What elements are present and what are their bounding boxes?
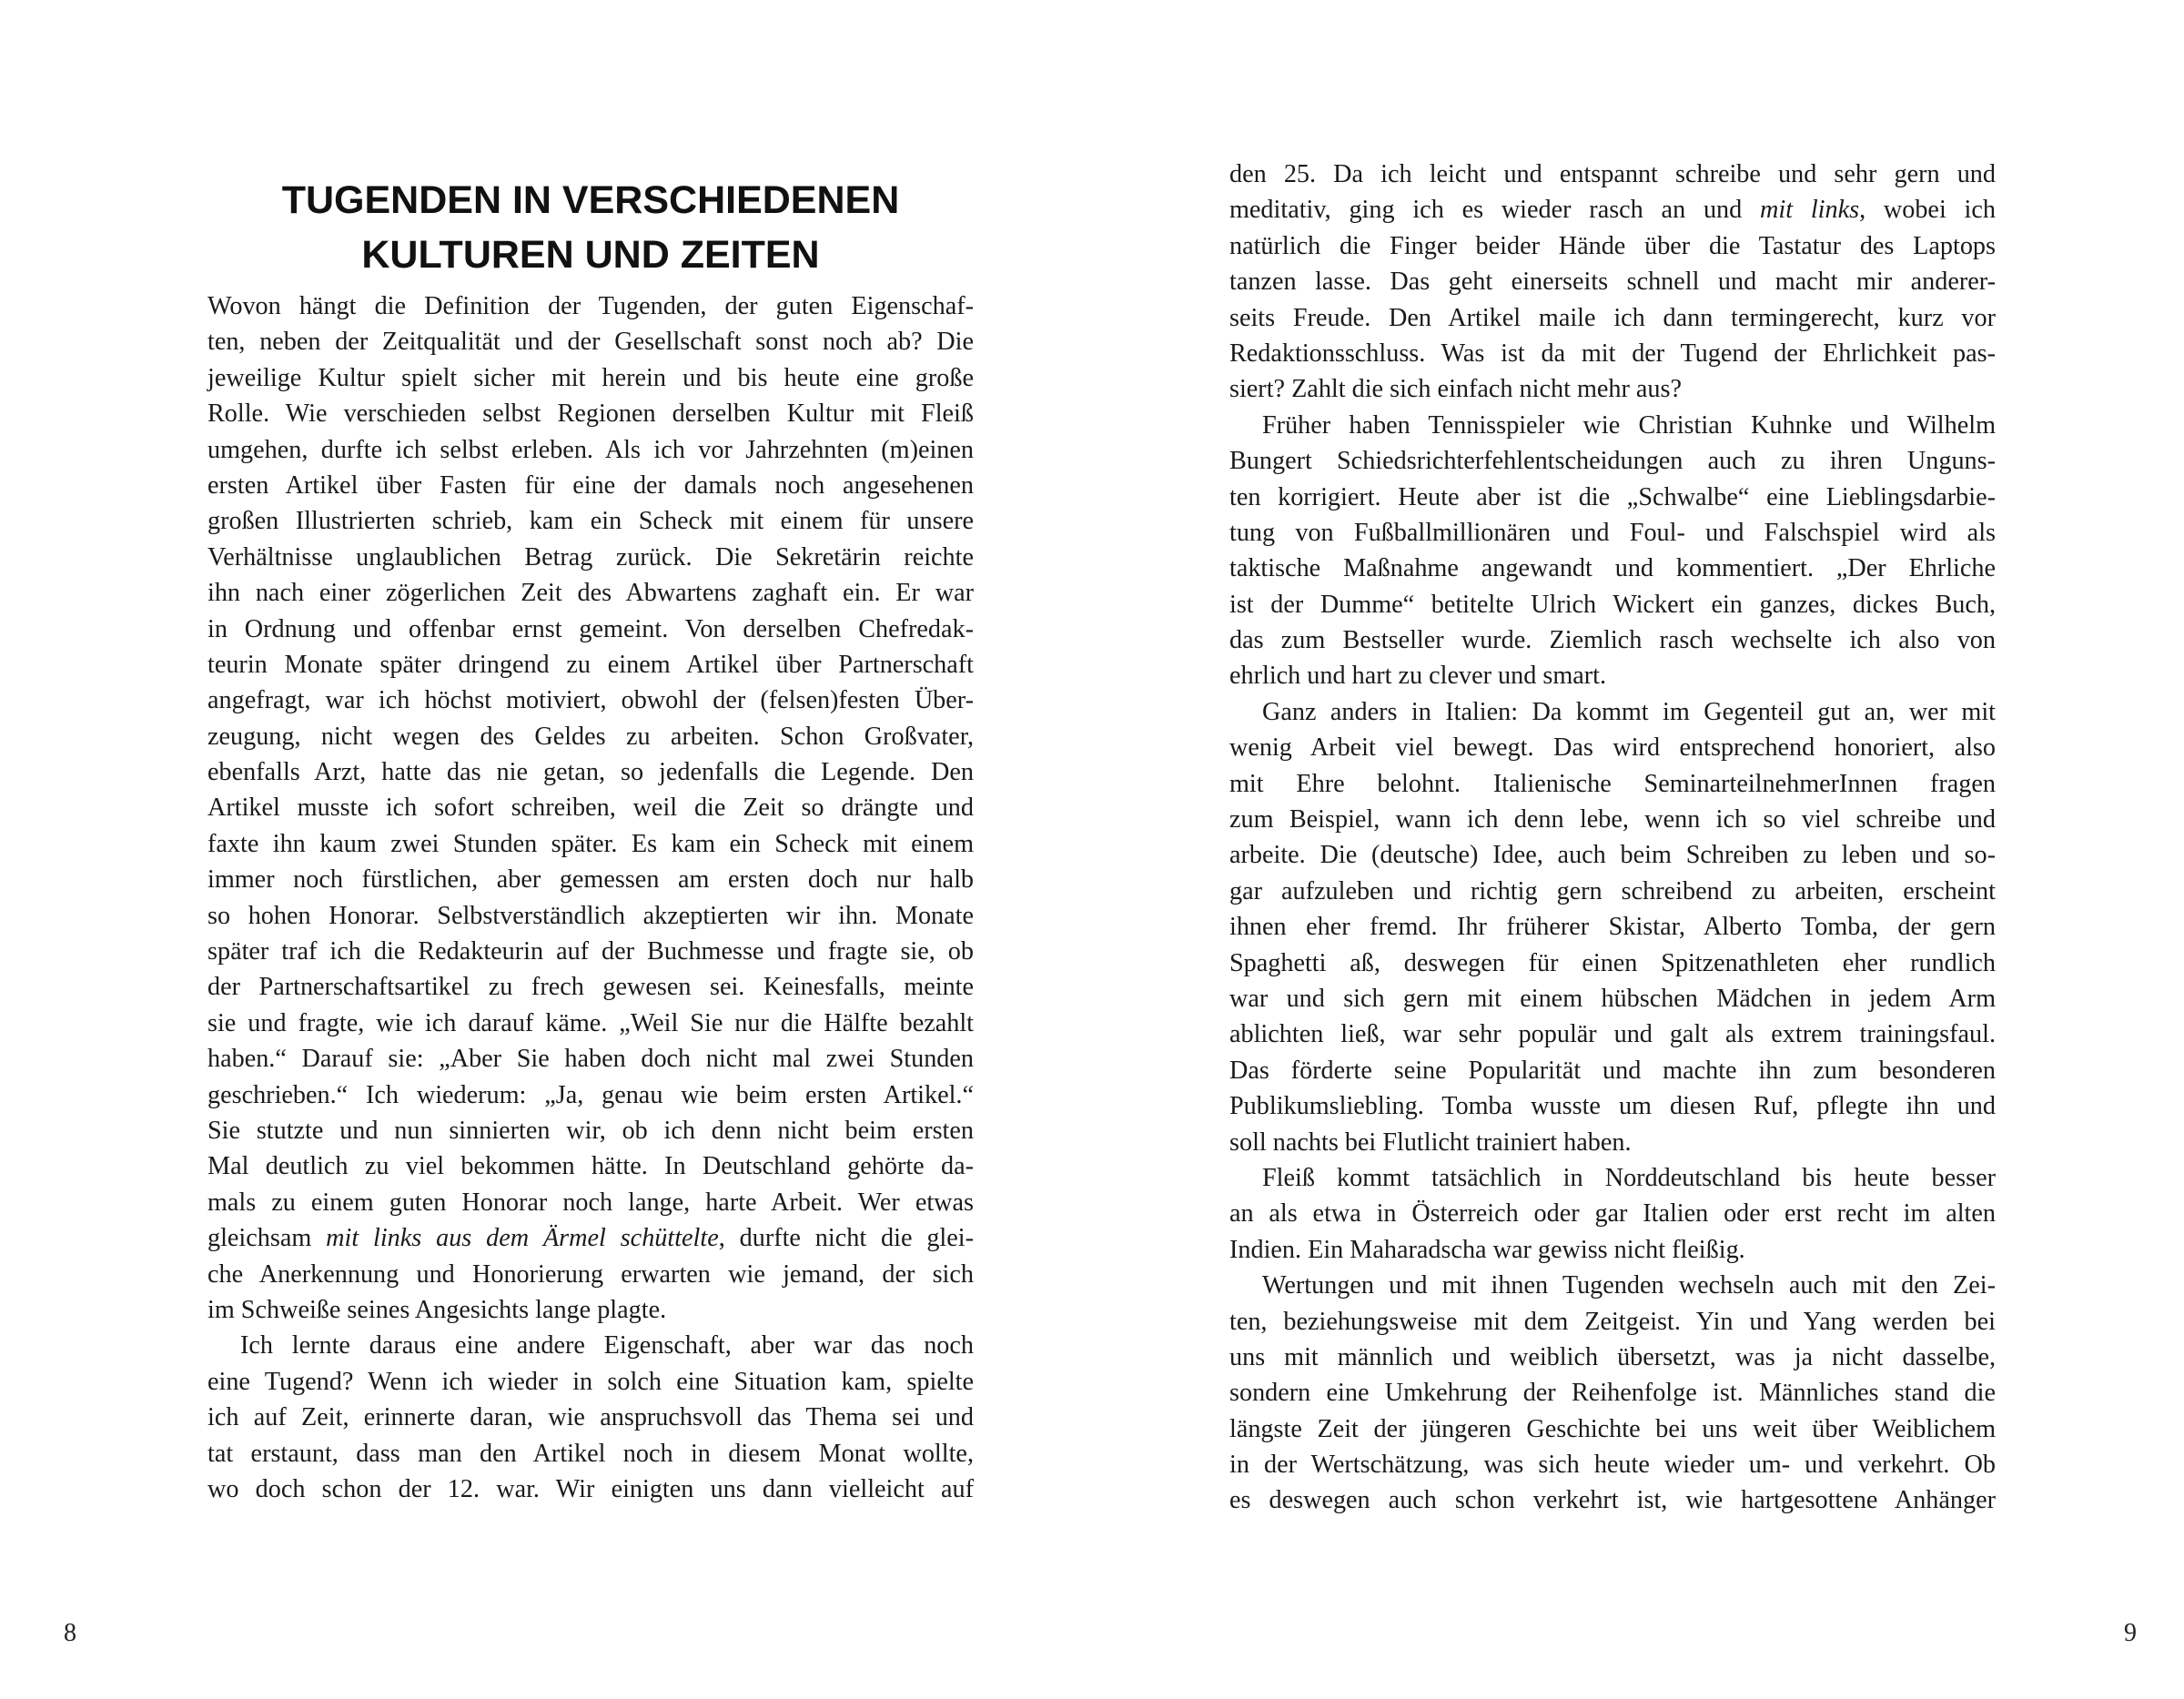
body-text-left [207,288,974,1507]
text-line: in Ordnung und offenbar ernst gemeint. Von derselben Chefredak- [207,614,974,643]
text-line: che Anerkennung und Honorierung erwarten wie jemand, der sich [207,1259,974,1289]
heading-line: TUGENDEN IN VERSCHIEDENEN [281,178,900,222]
text-line: Artikel musste ich sofort schreiben, weil die Zeit so drängte und [207,794,974,823]
text-line: den 25. Da ich leicht und entspannt schreibe und sehr gern und [1229,160,1996,188]
text-line: seits Freude. Den Artikel maile ich dann termingerecht, kurz vor [1229,303,1996,332]
text-line: sondern eine Umkehrung der Reihenfolge ist. Männliches stand die [1229,1379,1996,1408]
text-line: tung von Fußballmillionären und Foul- und Falschspiel wird als [1229,518,1996,547]
text-line: ersten Artikel über Fasten für eine der damals noch angesehenen [207,470,974,500]
text-run: gleichsam [207,1224,327,1253]
text-line: ebenfalls Arzt, hatte das nie getan, so jedenfalls die Legende. Den [207,758,974,787]
text-line: Rolle. Wie verschieden selbst Regionen derselben Kultur mit Fleiß [207,399,974,429]
text-line: Bungert Schiedsrichterfehlentscheidungen auch zu ihren Unguns- [1229,447,1996,476]
text-line: war und sich gern mit einem hübschen Mädchen in jedem Arm [1229,984,1996,1013]
text-line: es deswegen auch schon verkehrt ist, wie hartgesottene Anhänger [1229,1486,1996,1515]
text-line: wo doch schon der 12. war. Wir einigten uns dann vielleicht auf [207,1474,974,1503]
right-page [1092,0,2184,1699]
body-text-right [1229,157,1996,1519]
text-run: , durfte nicht die glei- [718,1224,974,1253]
text-line: ist der Dumme“ betitelte Ulrich Wickert ein ganzes, dickes Buch, [1229,590,1996,619]
text-line: angefragt, war ich höchst motiviert, obwohl der (felsen)festen Über- [207,686,974,715]
text-line: Publikumsliebling. Tomba wusste um diesen Ruf, pflegte ihn und [1229,1092,1996,1121]
text-line: geschrieben.“ Ich wiederum: „Ja, genau wie beim ersten Artikel.“ [207,1080,974,1109]
text-line [1229,192,1996,228]
text-line: uns mit männlich und weiblich übersetzt, was ja nicht dasselbe, [1229,1342,1996,1371]
heading-line: KULTUREN UND ZEITEN [361,233,820,277]
text-line: faxte ihn kaum zwei Stunden später. Es kam ein Scheck mit einem [207,829,974,858]
text-line: ihn nach einer zögerlichen Zeit des Abwartens zaghaft ein. Er war [207,579,974,608]
text-line: ten, beziehungsweise mit dem Zeitgeist. Yin und Yang werden bei [1229,1307,1996,1336]
text-line: so hohen Honorar. Selbstverständlich akzeptierten wir ihn. Monate [207,901,974,930]
text-line: in der Wertschätzung, was sich heute wieder um- und verkehrt. Ob [1229,1451,1996,1480]
text-line: tat erstaunt, dass man den Artikel noch in diesem Monat wollte, [207,1439,974,1468]
text-line: siert? Zahlt die sich einfach nicht mehr aus? [1229,375,1682,404]
text-line: Wertungen und mit ihnen Tugenden wechseln auch mit den Zei- [1262,1271,1996,1300]
text-line: gar aufzuleben und richtig gern schreibend zu arbeiten, erscheint [1229,876,1996,905]
text-run: meditativ, ging ich es wieder rasch an und [1229,196,1761,225]
page-number-left: 8 [64,1619,76,1647]
text-line: das zum Bestseller wurde. Ziemlich rasch wechselte ich also von [1229,626,1996,655]
text-line: mals zu einem guten Honorar noch lange, harte Arbeit. Wer etwas [207,1188,974,1217]
text-line: ihnen eher fremd. Ihr früherer Skistar, Alberto Tomba, der gern [1229,913,1996,942]
text-line: teurin Monate später dringend zu einem Artikel über Partnerschaft [207,650,974,679]
text-line: ten, neben der Zeitqualität und der Gesellschaft sonst noch ab? Die [207,328,974,357]
text-line: arbeite. Die (deutsche) Idee, auch beim Schreiben zu leben und so- [1229,841,1996,870]
text-line: jeweilige Kultur spielt sicher mit herein und bis heute eine große [207,363,974,392]
text-line: Früher haben Tennisspieler wie Christian Kuhnke und Wilhelm [1262,410,1996,440]
text-line: soll nachts bei Flutlicht trainiert haben. [1229,1128,1632,1157]
text-line: Ich lernte daraus eine andere Eigenschaft, aber war das noch [240,1331,974,1360]
text-run: , wobei ich [1859,196,1996,225]
text-line: ten korrigiert. Heute aber ist die „Schwalbe“ eine Lieblingsdarbie- [1229,482,1996,511]
text-line: an als etwa in Österreich oder gar Italien oder erst recht im alten [1229,1199,1996,1229]
text-line: Spaghetti aß, deswegen für einen Spitzenathleten eher rundlich [1229,948,1996,977]
text-line: ablichten ließ, war sehr populär und galt als extrem trainingsfaul. [1229,1020,1996,1049]
text-line: Indien. Ein Maharadscha war gewiss nicht fleißig. [1229,1235,1745,1264]
text-line: umgehen, durfte ich selbst erleben. Als ich vor Jahrzehnten (m)einen [207,435,974,464]
italic-phrase: mit links [1760,196,1860,225]
page-number-right: 9 [2124,1619,2137,1647]
text-line: eine Tugend? Wenn ich wieder in solch eine Situation kam, spielte [207,1367,974,1396]
text-line: zum Beispiel, wann ich denn lebe, wenn ich so viel schreibe und [1229,805,1996,834]
text-line: zeugung, nicht wegen des Geldes zu arbeiten. Schon Großvater, [207,722,974,751]
text-line: wenig Arbeit viel bewegt. Das wird entsprechend honoriert, also [1229,733,1996,763]
text-line: später traf ich die Redakteurin auf der Buchmesse und fragte sie, ob [207,937,974,966]
text-line: der Partnerschaftsartikel zu frech gewesen sei. Keinesfalls, meinte [207,973,974,1002]
text-line: ehrlich und hart zu clever und smart. [1229,662,1607,691]
text-line: längste Zeit der jüngeren Geschichte bei uns weit über Weiblichem [1229,1414,1996,1443]
text-line: Wovon hängt die Definition der Tugenden, der guten Eigenschaf- [207,292,974,320]
text-line: mit Ehre belohnt. Italienische SeminarteilnehmerInnen fragen [1229,769,1996,798]
text-line: Fleiß kommt tatsächlich in Norddeutschland bis heute besser [1262,1163,1996,1192]
text-line: tanzen lasse. Das geht einerseits schnell und macht mir anderer- [1229,268,1996,297]
text-line [207,1220,974,1256]
text-line: Redaktionsschluss. Was ist da mit der Tugend der Ehrlichkeit pas- [1229,339,1996,368]
text-line: Das förderte seine Popularität und machte ihn zum besonderen [1229,1056,1996,1085]
text-line: immer noch fürstlichen, aber gemessen am ersten doch nur halb [207,865,974,895]
text-line: im Schweiße seines Angesichts lange plagte. [207,1295,667,1324]
text-line: Mal deutlich zu viel bekommen hätte. In Deutschland gehörte da- [207,1152,974,1181]
text-line: ich auf Zeit, erinnerte daran, wie anspruchsvoll das Thema sei und [207,1403,974,1432]
text-line: haben.“ Darauf sie: „Aber Sie haben doch nicht mal zwei Stunden [207,1045,974,1074]
text-line: sie und fragte, wie ich darauf käme. „Weil Sie nur die Hälfte bezahlt [207,1008,974,1037]
chapter-heading [207,173,974,282]
text-line: Verhältnisse unglaublichen Betrag zurück. Die Sekretärin reichte [207,542,974,571]
text-line: großen Illustrierten schrieb, kam ein Scheck mit einem für unsere [207,507,974,536]
text-line: natürlich die Finger beider Hände über die Tastatur des Laptops [1229,231,1996,260]
italic-phrase: mit links aus dem Ärmel schüttelte [326,1224,719,1253]
text-line: Ganz anders in Italien: Da kommt im Gegenteil gut an, wer mit [1262,697,1996,726]
text-line: Sie stutzte und nun sinnierten wir, ob ich denn nicht beim ersten [207,1116,974,1145]
text-line: taktische Maßnahme angewandt und kommentiert. „Der Ehrliche [1229,554,1996,583]
